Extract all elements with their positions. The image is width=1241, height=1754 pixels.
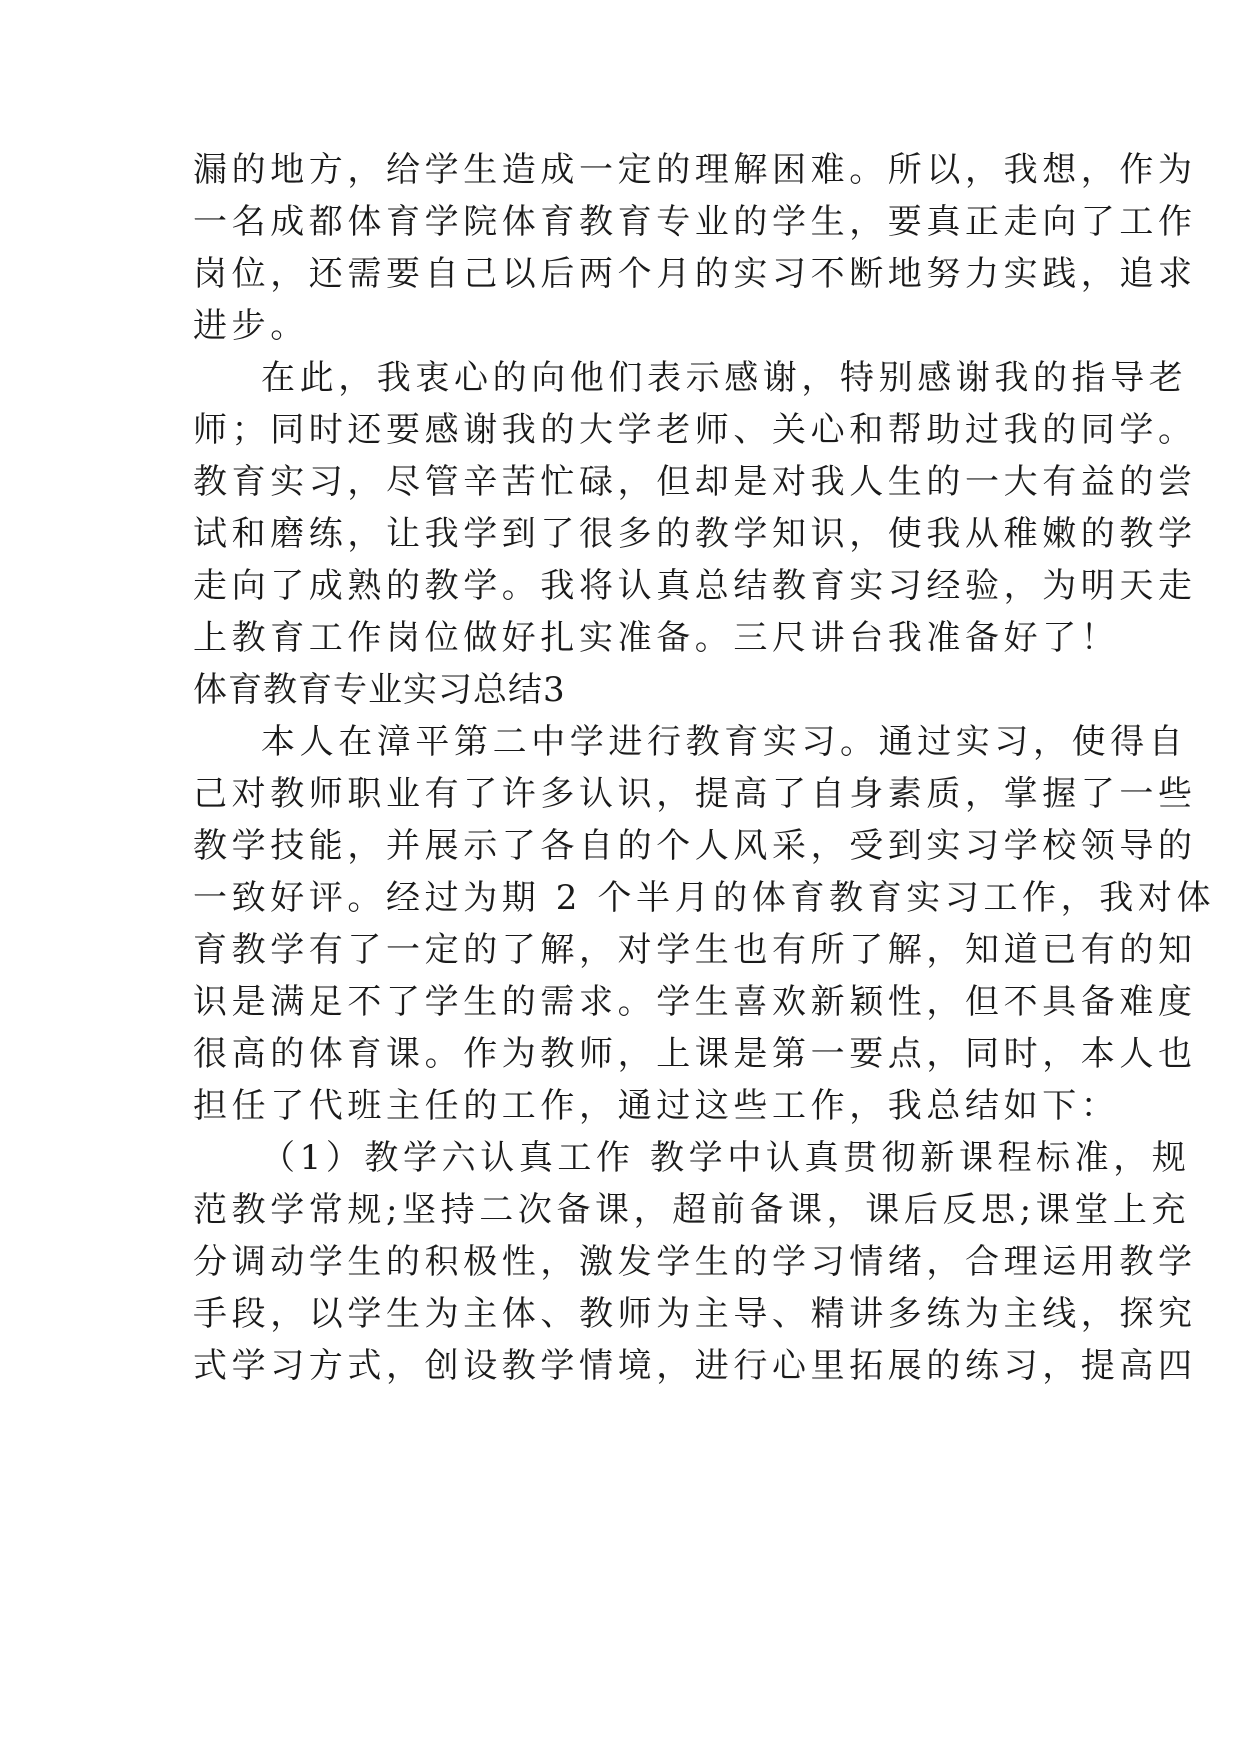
text-line: 手段，以学生为主体、教师为主导、精讲多练为主线，探究 — [193, 1294, 1197, 1334]
paragraph-start-line: 本人在漳平第二中学进行教育实习。通过实习，使得自 — [261, 722, 1188, 762]
text-line: 式学习方式，创设教学情境，进行心里拓展的练习，提高四 — [193, 1346, 1197, 1386]
text-line: 教学技能，并展示了各自的个人风采，受到实习学校领导的 — [193, 826, 1197, 866]
text-line: 教育实习，尽管辛苦忙碌，但却是对我人生的一大有益的尝 — [193, 462, 1197, 502]
paragraph-start-line: 在此，我衷心的向他们表示感谢，特别感谢我的指导老 — [261, 358, 1188, 398]
text-line: 上教育工作岗位做好扎实准备。三尺讲台我准备好了！ — [193, 618, 1120, 658]
text-line: 走向了成熟的教学。我将认真总结教育实习经验，为明天走 — [193, 566, 1197, 606]
text-line: 师；同时还要感谢我的大学老师、关心和帮助过我的同学。 — [193, 410, 1197, 450]
text-line: 试和磨练，让我学到了很多的教学知识，使我从稚嫩的教学 — [193, 514, 1197, 554]
section-heading: 体育教育专业实习总结3 — [193, 670, 566, 710]
paragraph-start-line: （1）教学六认真工作 教学中认真贯彻新课程标准，规 — [261, 1138, 1191, 1178]
text-line: 漏的地方，给学生造成一定的理解困难。所以，我想，作为 — [193, 150, 1197, 190]
text-line: 一名成都体育学院体育教育专业的学生，要真正走向了工作 — [193, 202, 1197, 242]
text-line: 识是满足不了学生的需求。学生喜欢新颖性，但不具备难度 — [193, 982, 1197, 1022]
text-line: 岗位，还需要自己以后两个月的实习不断地努力实践，追求 — [193, 254, 1197, 294]
text-line: 很高的体育课。作为教师，上课是第一要点，同时，本人也 — [193, 1034, 1197, 1074]
text-line: 分调动学生的积极性，激发学生的学习情绪，合理运用教学 — [193, 1242, 1197, 1282]
text-line: 担任了代班主任的工作，通过这些工作，我总结如下： — [193, 1086, 1120, 1126]
text-line: 进步。 — [193, 306, 309, 346]
text-line: 一致好评。经过为期 2 个半月的体育教育实习工作，我对体 — [193, 878, 1216, 918]
text-line: 己对教师职业有了许多认识，提高了自身素质，掌握了一些 — [193, 774, 1197, 814]
text-line: 育教学有了一定的了解，对学生也有所了解，知道已有的知 — [193, 930, 1197, 970]
text-line: 范教学常规;坚持二次备课，超前备课，课后反思;课堂上充 — [193, 1190, 1191, 1230]
